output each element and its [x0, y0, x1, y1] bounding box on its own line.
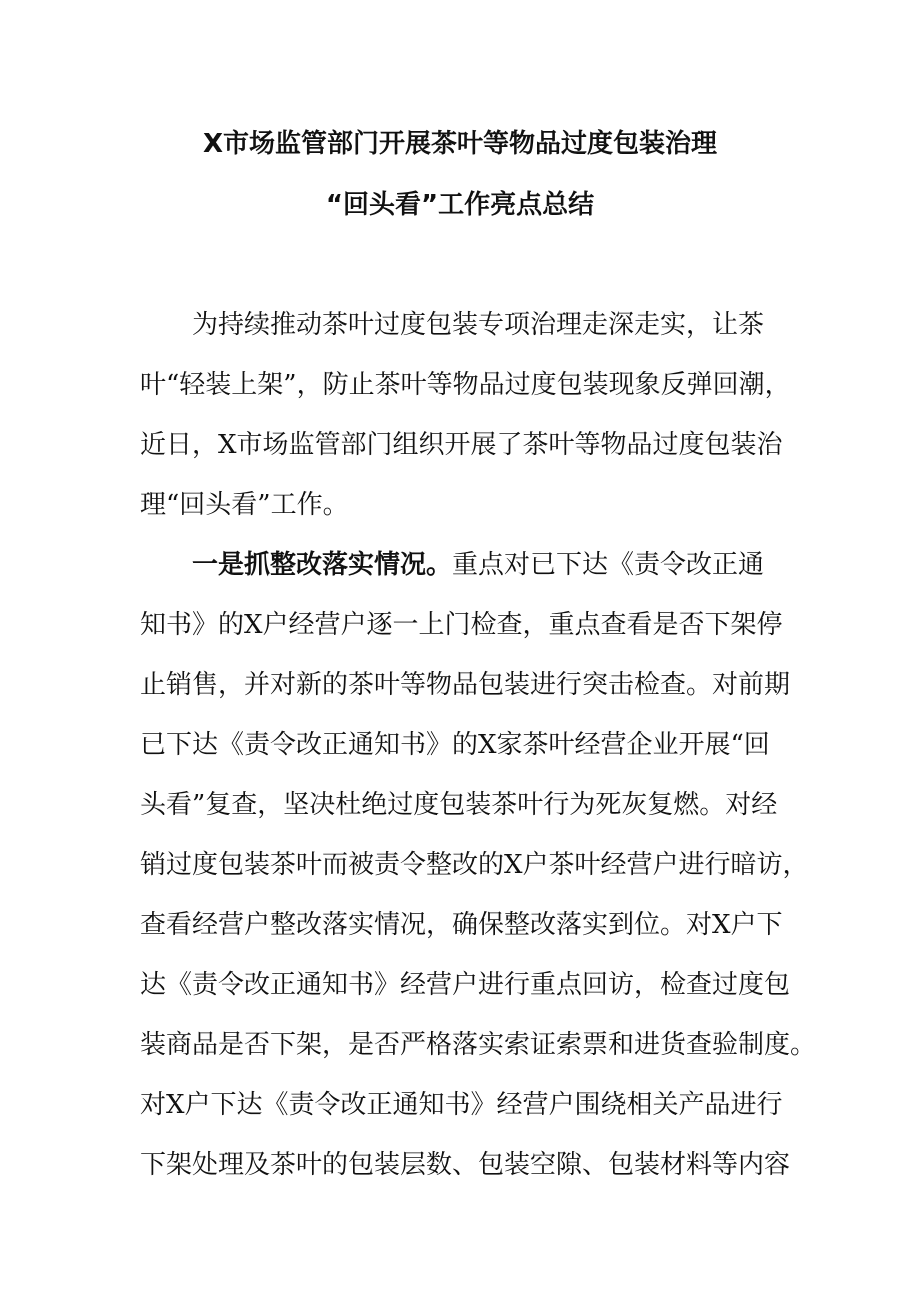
paragraph-line: 查看经营户整改落实情况，确保整改落实到位。对X户下 [140, 910, 783, 940]
paragraph-intro [140, 295, 790, 535]
paragraph-line: 止销售，并对新的茶叶等物品包装进行突击检查。对前期 [140, 670, 791, 700]
section-heading: 一是抓整改落实情况。 [192, 550, 453, 580]
paragraph-line: 头看”复查，坚决杜绝过度包装茶叶行为死灰复燃。对经 [140, 790, 778, 820]
paragraph-line: 知书》的X户经营户逐一上门检查，重点查看是否下架停 [140, 610, 783, 640]
paragraph-rectification [140, 535, 817, 1195]
paragraph-line-rest: 重点对已下达《责令改正通 [452, 550, 765, 580]
paragraph-line: 理“回头看”工作。 [140, 490, 349, 520]
paragraph-line: 已下达《责令改正通知书》的X家茶叶经营企业开展“回 [140, 730, 770, 760]
document-title-line-1: X市场监管部门开展茶叶等物品过度包装治理 [202, 129, 718, 159]
paragraph-line: 为持续推动茶叶过度包装专项治理走深走实，让茶 [192, 310, 765, 340]
paragraph-line: 叶“轻装上架”，防止茶叶等物品过度包装现象反弹回潮， [140, 370, 791, 400]
paragraph-line: 装商品是否下架，是否严格落实索证索票和进货查验制度。 [140, 1030, 817, 1060]
paragraph-first-line [140, 535, 790, 595]
paragraph-line: 下架处理及茶叶的包装层数、包装空隙、包装材料等内容 [140, 1150, 791, 1180]
paragraph-line: 销过度包装茶叶而被责令整改的X户茶叶经营户进行暗访， [140, 850, 809, 880]
paragraph-line: 对X户下达《责令改正通知书》经营户围绕相关产品进行 [140, 1090, 783, 1120]
document-title-line-2: “回头看”工作亮点总结 [325, 190, 595, 220]
paragraph-line: 达《责令改正通知书》经营户进行重点回访，检查过度包 [140, 970, 791, 1000]
paragraph-line: 近日，X市场监管部门组织开展了茶叶等物品过度包装治 [140, 430, 783, 460]
